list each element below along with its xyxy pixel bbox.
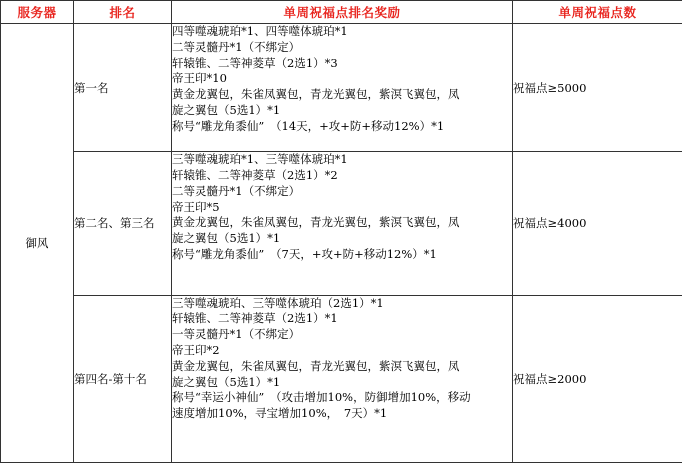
- header-reward: 单周祝福点排名奖励: [172, 1, 513, 24]
- reward-line: 帝王印*10: [172, 71, 227, 86]
- reward-cell: [172, 295, 513, 462]
- table-row: [1, 24, 682, 152]
- header-rank: 排名: [74, 1, 172, 24]
- reward-line: 二等灵髓丹*1（不绑定）: [172, 183, 301, 198]
- points-cell: 祝福点≥4000: [513, 152, 682, 295]
- reward-line: 轩辕锥、二等神菱草（2选1）*1: [172, 311, 338, 326]
- reward-line: 轩辕锥、二等神菱草（2选1）*2: [172, 168, 338, 183]
- reward-line: 黄金龙翼包，朱雀凤翼包，青龙光翼包，紫溟飞翼包，凤: [172, 358, 460, 373]
- reward-line: 称号“雕龙角黍仙” （7天，+攻+防+移动12%）*1: [172, 247, 437, 262]
- reward-line: 帝王印*5: [172, 199, 220, 214]
- reward-line: 三等噬魂琥珀*1、三等噬体琥珀*1: [172, 152, 348, 167]
- rank-cell: 第二名、第三名: [74, 152, 172, 295]
- reward-line: 四等噬魂琥珀*1、四等噬体琥珀*1: [172, 24, 348, 38]
- table-row: [1, 152, 682, 295]
- rank-cell: 第四名-第十名: [74, 295, 172, 462]
- header-server: 服务器: [1, 1, 74, 24]
- reward-cell: [172, 24, 513, 152]
- rank-cell: 第一名: [74, 24, 172, 152]
- header-row: [1, 1, 682, 24]
- reward-line: 称号“幸运小神仙” （攻击增加10%，防御增加10%，移动: [172, 390, 471, 405]
- reward-line: 黄金龙翼包，朱雀凤翼包，青龙光翼包，紫溟飞翼包，凤: [172, 215, 460, 230]
- reward-line: 旋之翼包（5选1）*1: [172, 374, 281, 389]
- reward-line: 称号“雕龙角黍仙” （14天，+攻+防+移动12%）*1: [172, 118, 445, 133]
- header-points: 单周祝福点数: [513, 1, 682, 24]
- points-cell: 祝福点≥5000: [513, 24, 682, 152]
- reward-line: 旋之翼包（5选1）*1: [172, 102, 281, 117]
- reward-line: 旋之翼包（5选1）*1: [172, 231, 281, 246]
- server-name-cell: 御风: [1, 24, 74, 463]
- reward-line: 帝王印*2: [172, 342, 220, 357]
- reward-line: 三等噬魂琥珀、三等噬体琥珀（2选1）*1: [172, 295, 384, 310]
- reward-line: 一等灵髓丹*1（不绑定）: [172, 327, 301, 342]
- reward-line: 速度增加10%，寻宝增加10%， 7天）*1: [172, 406, 388, 421]
- reward-line: 二等灵髓丹*1（不绑定）: [172, 39, 301, 54]
- reward-line: 轩辕锥、二等神菱草（2选1）*3: [172, 55, 338, 70]
- reward-cell: [172, 152, 513, 295]
- reward-line: 黄金龙翼包，朱雀凤翼包，青龙光翼包，紫溟飞翼包，凤: [172, 87, 460, 102]
- table-row: [1, 295, 682, 462]
- points-cell: 祝福点≥2000: [513, 295, 682, 462]
